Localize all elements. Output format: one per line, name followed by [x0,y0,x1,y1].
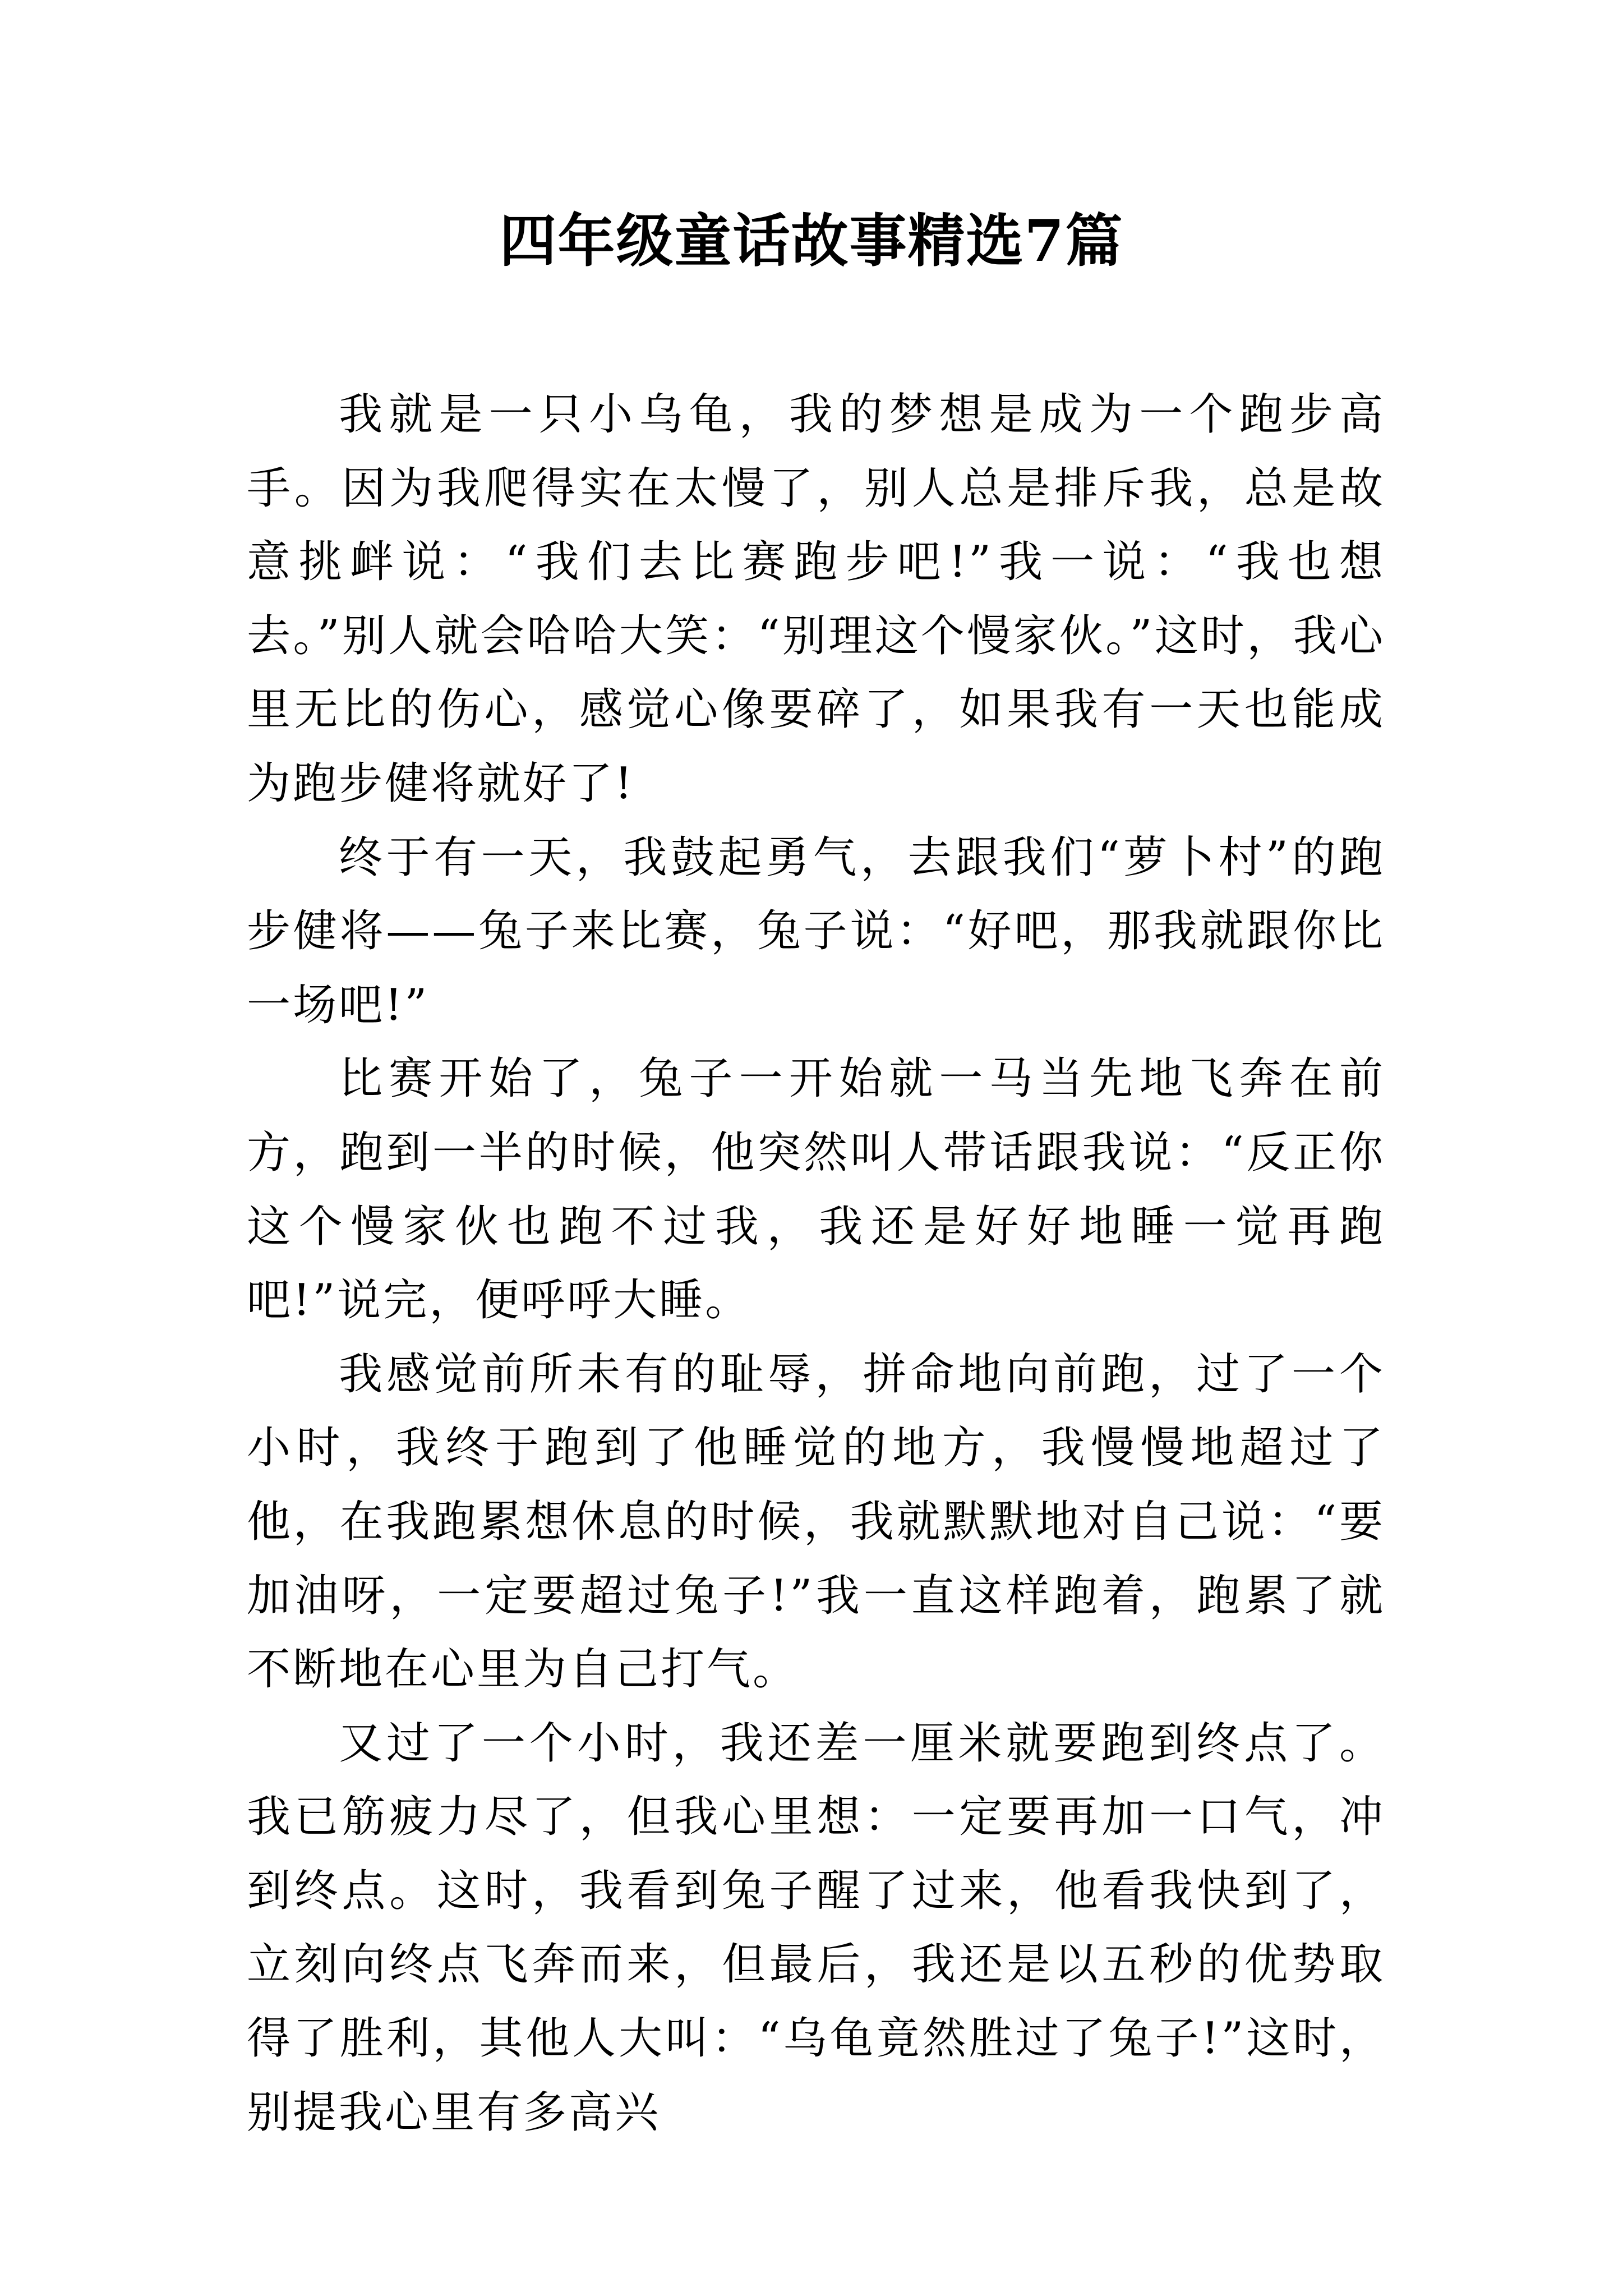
document-body [247,378,1385,2150]
paragraph: 我就是一只小乌龟，我的梦想是成为一个跑步高手。因为我爬得实在太慢了，别人总是排斥我，总是故意挑衅说：“我们去比赛跑步吧!”我一说：“我也想去。”别人就会哈哈大笑：“别理这个慢家伙。”这时，我心里无比的伤心，感觉心像要碎了，如果我有一天也能成为跑步健将就好了! [247,389,1385,809]
paragraph: 我感觉前所未有的耻辱，拼命地向前跑，过了一个小时，我终于跑到了他睡觉的地方，我慢慢地超过了他，在我跑累想休息的时候，我就默默地对自己说：“要加油呀，一定要超过兔子!”我一直这样跑着，跑累了就不断地在心里为自己打气。 [247,1349,1385,1695]
paragraph: 比赛开始了，兔子一开始就一马当先地飞奔在前方，跑到一半的时候，他突然叫人带话跟我说：“反正你这个慢家伙也跑不过我，我还是好好地睡一觉再跑吧!”说完，便呼呼大睡。 [247,1053,1385,1326]
document-title: 四年级童话故事精选7篇 [499,208,1124,275]
paragraph: 终于有一天，我鼓起勇气，去跟我们“萝卜村”的跑步健将——兔子来比赛，兔子说：“好吧，那我就跟你比一场吧!” [247,832,1385,1030]
paragraph: 又过了一个小时，我还差一厘米就要跑到终点了。我已筋疲力尽了，但我心里想：一定要再加一口气，冲到终点。这时，我看到兔子醒了过来，他看我快到了，立刻向终点飞奔而来，但最后，我还是以五秒的优势取得了胜利，其他人大叫：“乌龟竟然胜过了兔子!”这时，别提我心里有多高兴 [247,1718,1385,2138]
